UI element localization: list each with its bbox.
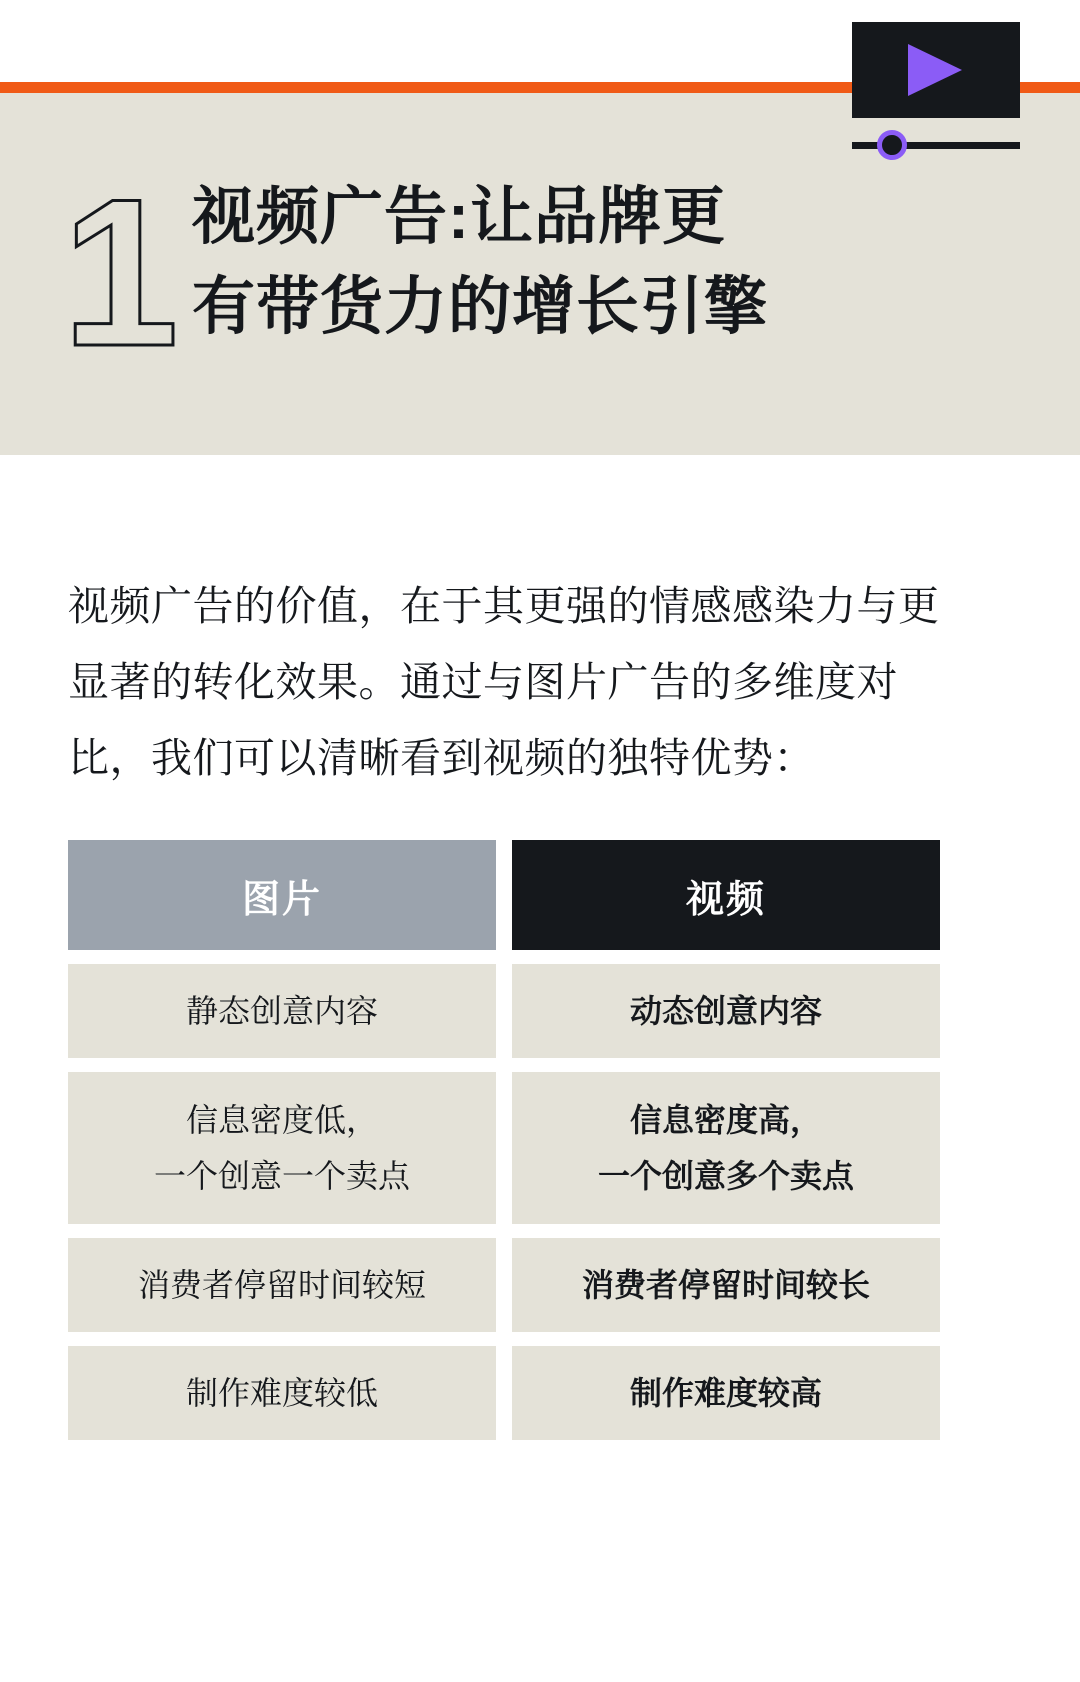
table-row: 制作难度较低 xyxy=(68,1346,496,1440)
table-row: 信息密度高， 一个创意多个卖点 xyxy=(512,1072,940,1224)
page-title xyxy=(192,172,1032,352)
page-title-line-1: 视频广告:让品牌更 xyxy=(192,182,726,252)
column-header-video: 视频 xyxy=(512,840,940,950)
table-row: 动态创意内容 xyxy=(512,964,940,1058)
video-play-badge xyxy=(852,22,1020,118)
section-number: 1 xyxy=(62,155,179,390)
column-header-image: 图片 xyxy=(68,840,496,950)
comparison-table xyxy=(68,840,940,1440)
table-row: 消费者停留时间较短 xyxy=(68,1238,496,1332)
table-row: 信息密度低， 一个创意一个卖点 xyxy=(68,1072,496,1224)
comparison-column-image xyxy=(68,840,496,1440)
play-icon xyxy=(908,44,962,96)
page-title-line-2: 有带货力的增长引擎 xyxy=(192,272,768,342)
comparison-column-video xyxy=(512,840,940,1440)
progress-bar-knob xyxy=(877,130,907,160)
intro-paragraph: 视频广告的价值，在于其更强的情感感染力与更显著的转化效果。通过与图片广告的多维度对比，我们可以清晰看到视频的独特优势： xyxy=(68,583,940,781)
header-section xyxy=(0,0,1080,455)
table-row: 制作难度较高 xyxy=(512,1346,940,1440)
table-row: 消费者停留时间较长 xyxy=(512,1238,940,1332)
table-row: 静态创意内容 xyxy=(68,964,496,1058)
